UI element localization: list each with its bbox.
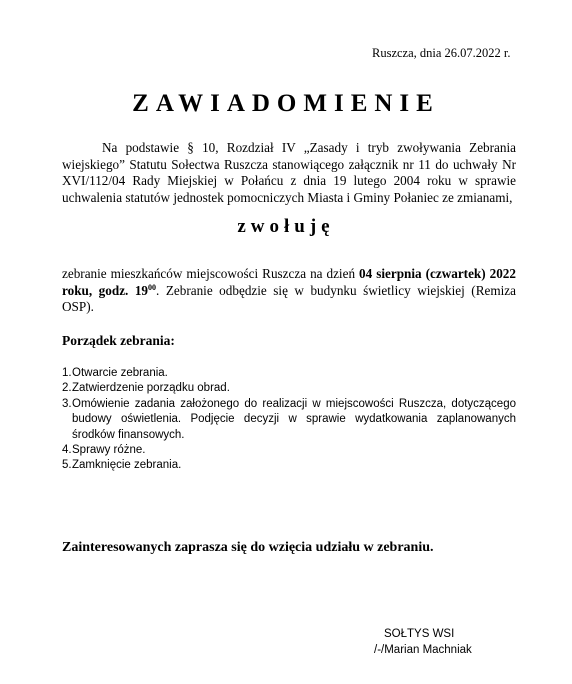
signature-role: SOŁTYS WSI xyxy=(384,628,455,640)
agenda-item-number: 4. xyxy=(62,444,72,457)
agenda-item-text: Zatwierdzenie porządku obrad. xyxy=(72,382,230,395)
meeting-minutes: 00 xyxy=(148,282,157,292)
agenda-item-number: 1. xyxy=(62,367,72,379)
convenes-heading: zwołuję xyxy=(237,216,335,237)
agenda-item xyxy=(62,381,516,396)
agenda-item xyxy=(62,458,516,473)
legal-basis-paragraph: Na podstawie § 10, Rozdział IV „Zasady i tryb zwoływania Zebrania wiejskiego” Statutu Sołectwa Ruszcza stanowiącego załącznik nr 11 do uchwały Nr XVI/112/04 Rady Miejskiej w Połańcu z dnia 19 lutego 2004 roku w sprawie uchwalenia statutów jednostek pomocniczych Miasta i Gminy Połaniec ze zmianami, xyxy=(62,140,516,205)
agenda-item-text: Otwarcie zebrania. xyxy=(72,367,168,379)
announcement-text-start: zebranie mieszkańców miejscowości Ruszcza na dzień xyxy=(62,266,360,281)
agenda-item xyxy=(62,366,516,381)
agenda-item xyxy=(62,443,516,458)
document-date: Ruszcza, dnia 26.07.2022 r. xyxy=(372,46,511,60)
agenda-item-number: 5. xyxy=(62,459,72,472)
meeting-announcement xyxy=(62,266,516,316)
meeting-date-text: 04 sierpnia (czwartek) 2022 roku, godz. 19 xyxy=(62,266,516,298)
agenda-item-text: Zamknięcie zebrania. xyxy=(72,459,182,472)
agenda-item-text: Omówienie zadania założonego do realizacji w miejscowości Ruszcza, dotyczącego budowy oświetlenia. Podjęcie decyzji w sprawie wydatkowania zaplanowanych środków finansowych. xyxy=(72,397,516,441)
agenda-item-number: 3. xyxy=(62,397,72,410)
document-title: ZAWIADOMIENIE xyxy=(132,90,440,117)
invitation-text: Zainteresowanych zaprasza się do wzięcia udziału w zebraniu. xyxy=(62,540,434,555)
agenda-item-number: 2. xyxy=(62,382,72,395)
agenda-list xyxy=(62,366,516,474)
announcement-text-end: . Zebranie odbędzie się w budynku świetlicy wiejskiej (Remiza OSP). xyxy=(62,282,516,314)
signature-block xyxy=(374,626,472,658)
agenda-heading: Porządek zebrania: xyxy=(62,333,175,348)
agenda-item-text: Sprawy różne. xyxy=(72,444,146,457)
signature-name: /-/Marian Machniak xyxy=(374,644,472,656)
agenda-item xyxy=(62,397,516,443)
